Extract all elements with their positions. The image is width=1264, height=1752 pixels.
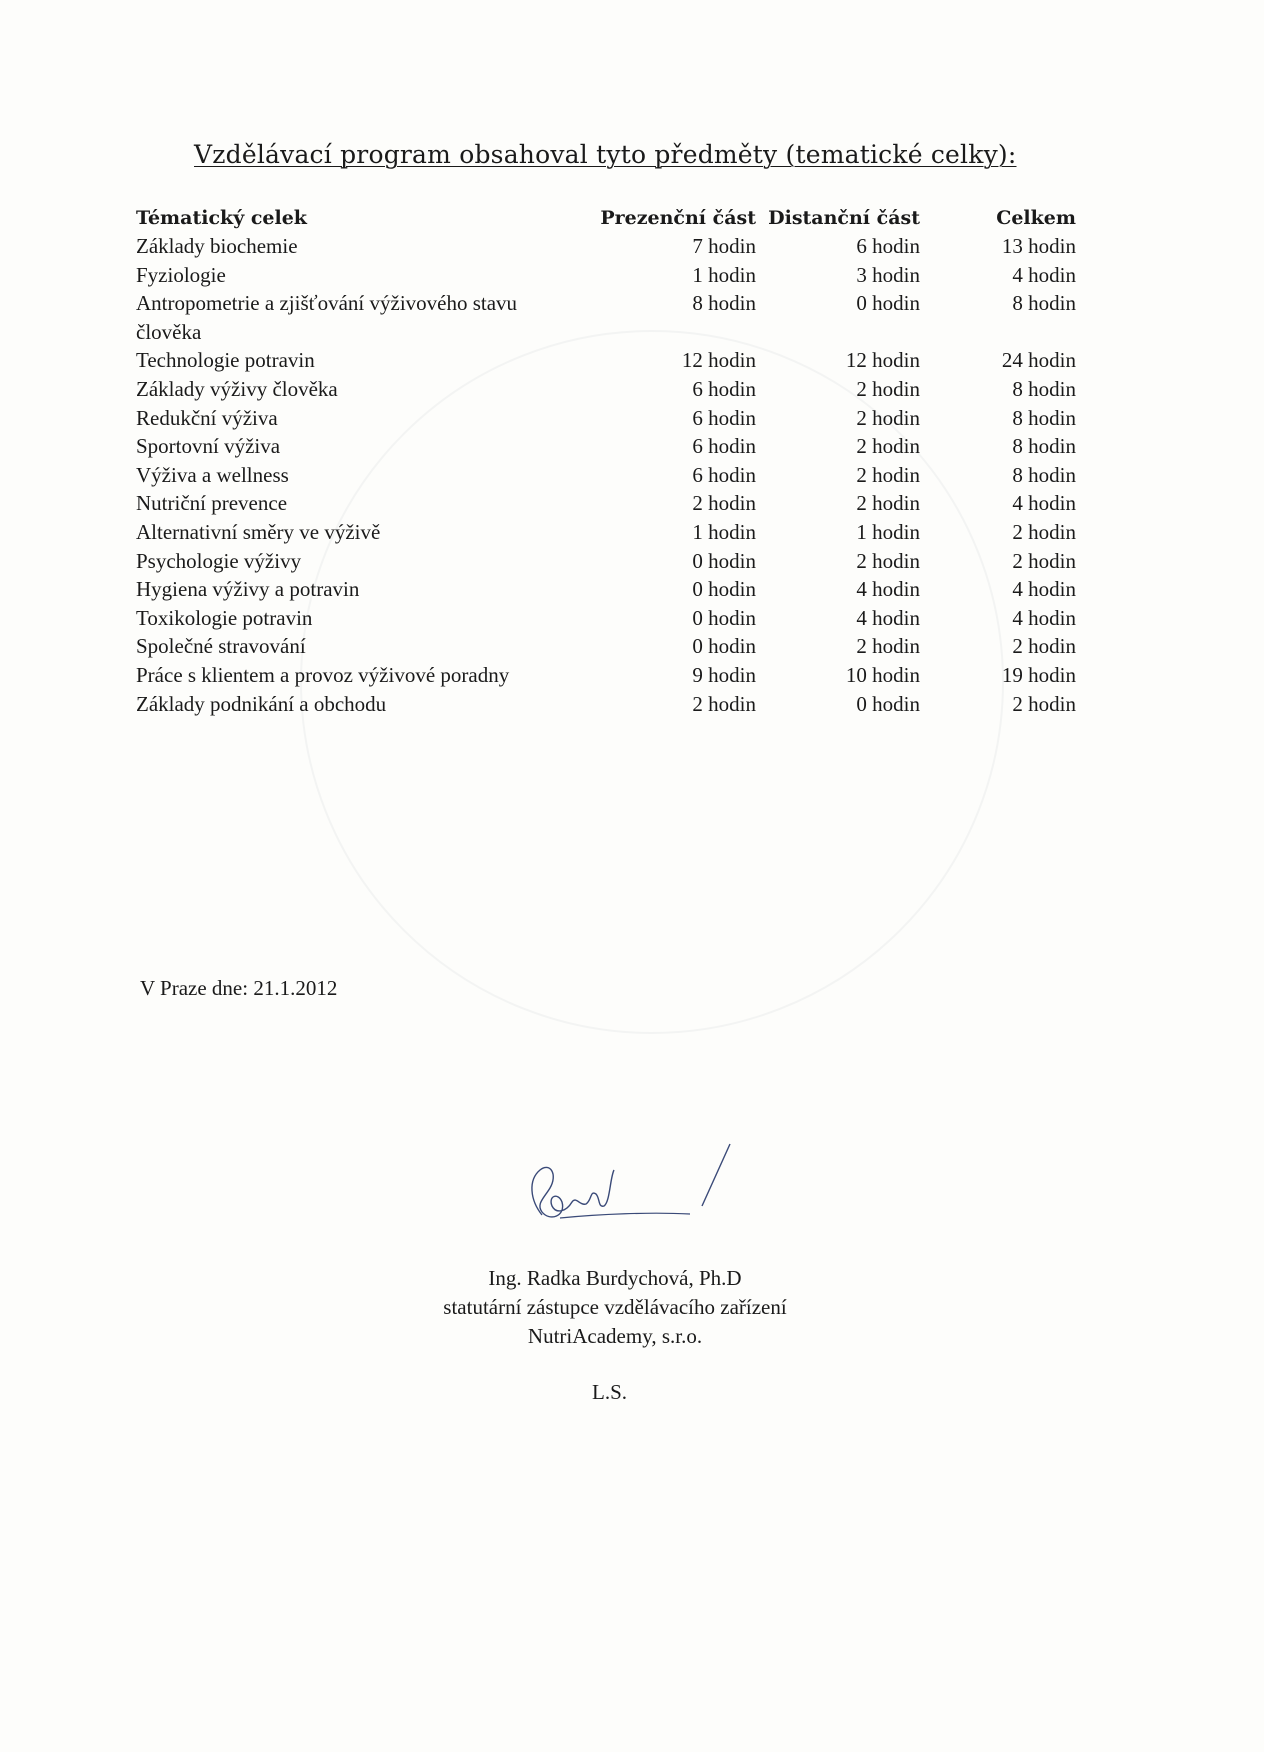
- row-presence: 0 hodin: [692, 634, 756, 659]
- row-distance: 0 hodin: [856, 691, 920, 716]
- page-title: Vzdělávací program obsahoval tyto předměty (tematické celky):: [194, 140, 1017, 169]
- row-distance: 10 hodin: [845, 662, 920, 687]
- row-topic: Alternativní směry ve výživě: [136, 519, 381, 544]
- row-total: 4 hodin: [1012, 577, 1076, 602]
- signatory-role: statutární zástupce vzdělávacího zařízení: [443, 1295, 787, 1319]
- row-total: 4 hodin: [1012, 262, 1076, 287]
- row-topic: Antropometrie a zjišťování výživového stavu člověka: [136, 291, 518, 344]
- table-row: [136, 375, 1076, 404]
- table-row: [136, 489, 1076, 518]
- table-row: [136, 346, 1076, 375]
- row-topic: Fyziologie: [136, 262, 226, 287]
- row-topic: Základy biochemie: [136, 234, 298, 258]
- stamp-label: L.S.: [592, 1380, 628, 1404]
- header-distance: Distanční část: [768, 207, 920, 229]
- row-topic: Toxikologie potravin: [136, 605, 313, 630]
- row-total: 13 hodin: [1001, 234, 1076, 258]
- row-presence: 6 hodin: [692, 376, 756, 401]
- row-topic: Technologie potravin: [136, 348, 315, 373]
- table-row: [136, 632, 1076, 661]
- row-presence: 2 hodin: [692, 691, 756, 716]
- row-distance: 2 hodin: [856, 434, 920, 459]
- row-presence: 6 hodin: [692, 462, 756, 487]
- row-topic: Společné stravování: [136, 634, 306, 659]
- table-row: [136, 232, 1076, 261]
- row-distance: 4 hodin: [856, 605, 920, 630]
- header-topic: Tématický celek: [136, 207, 307, 229]
- row-topic: Psychologie výživy: [136, 548, 302, 573]
- row-topic: Práce s klientem a provoz výživové poradny: [136, 662, 510, 687]
- row-presence: 9 hodin: [692, 662, 756, 687]
- row-presence: 0 hodin: [692, 605, 756, 630]
- table-row: [136, 289, 1076, 346]
- row-total: 8 hodin: [1012, 376, 1076, 401]
- row-distance: 2 hodin: [856, 634, 920, 659]
- row-presence: 7 hodin: [692, 234, 756, 258]
- row-distance: 2 hodin: [856, 462, 920, 487]
- row-total: 2 hodin: [1012, 634, 1076, 659]
- table-header-row: [136, 204, 1076, 232]
- handwritten-signature: [500, 1140, 760, 1230]
- row-presence: 0 hodin: [692, 577, 756, 602]
- signatory-block: [300, 1264, 930, 1351]
- row-presence: 12 hodin: [681, 348, 756, 373]
- row-total: 8 hodin: [1012, 462, 1076, 487]
- row-topic: Základy výživy člověka: [136, 376, 338, 401]
- row-total: 4 hodin: [1012, 491, 1076, 516]
- table-row: [136, 547, 1076, 576]
- row-distance: 0 hodin: [856, 291, 920, 316]
- row-presence: 8 hodin: [692, 291, 756, 316]
- row-total: 2 hodin: [1012, 519, 1076, 544]
- signatory-organization: NutriAcademy, s.r.o.: [527, 1324, 703, 1348]
- row-distance: 12 hodin: [845, 348, 920, 373]
- row-topic: Hygiena výživy a potravin: [136, 577, 360, 602]
- header-presence: Prezenční část: [600, 207, 756, 229]
- row-distance: 3 hodin: [856, 262, 920, 287]
- table-row: [136, 690, 1076, 719]
- place-date: V Praze dne: 21.1.2012: [140, 976, 338, 1000]
- row-topic: Výživa a wellness: [136, 462, 289, 487]
- header-total: Celkem: [996, 207, 1076, 229]
- row-distance: 2 hodin: [856, 405, 920, 430]
- table-row: [136, 518, 1076, 547]
- row-distance: 4 hodin: [856, 577, 920, 602]
- subjects-table: [136, 204, 1076, 718]
- row-total: 2 hodin: [1012, 691, 1076, 716]
- row-topic: Sportovní výživa: [136, 434, 281, 459]
- row-presence: 1 hodin: [692, 262, 756, 287]
- row-distance: 2 hodin: [856, 376, 920, 401]
- row-topic: Základy podnikání a obchodu: [136, 691, 387, 716]
- table-row: [136, 575, 1076, 604]
- row-presence: 6 hodin: [692, 405, 756, 430]
- table-row: [136, 661, 1076, 690]
- row-presence: 6 hodin: [692, 434, 756, 459]
- table-row: [136, 261, 1076, 290]
- row-topic: Nutriční prevence: [136, 491, 288, 516]
- table-row: [136, 461, 1076, 490]
- row-distance: 1 hodin: [856, 519, 920, 544]
- table-row: [136, 604, 1076, 633]
- signatory-name: Ing. Radka Burdychová, Ph.D: [488, 1266, 742, 1290]
- row-presence: 2 hodin: [692, 491, 756, 516]
- row-total: 19 hodin: [1001, 662, 1076, 687]
- row-total: 24 hodin: [1001, 348, 1076, 373]
- row-total: 8 hodin: [1012, 405, 1076, 430]
- row-distance: 2 hodin: [856, 491, 920, 516]
- row-total: 8 hodin: [1012, 291, 1076, 316]
- row-distance: 6 hodin: [856, 234, 920, 258]
- table-row: [136, 432, 1076, 461]
- row-total: 4 hodin: [1012, 605, 1076, 630]
- row-presence: 1 hodin: [692, 519, 756, 544]
- table-row: [136, 404, 1076, 433]
- row-total: 2 hodin: [1012, 548, 1076, 573]
- row-topic: Redukční výživa: [136, 405, 278, 430]
- row-presence: 0 hodin: [692, 548, 756, 573]
- row-total: 8 hodin: [1012, 434, 1076, 459]
- row-distance: 2 hodin: [856, 548, 920, 573]
